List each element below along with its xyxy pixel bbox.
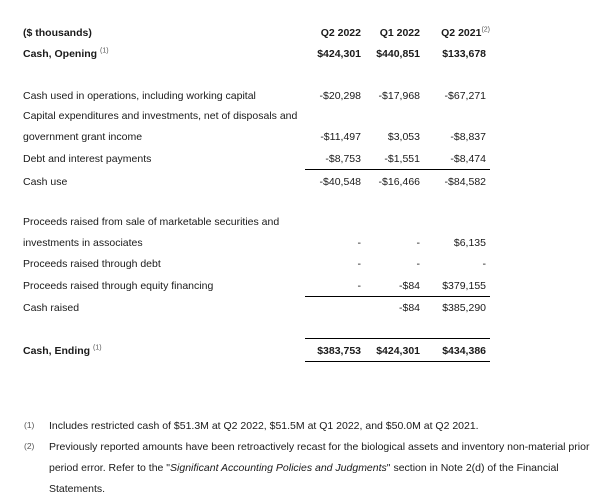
cell: -	[482, 258, 486, 270]
total-rule-bottom	[305, 361, 490, 362]
cell: -$8,474	[450, 153, 486, 165]
footnote-text: Includes restricted cash of $51.3M at Q2 2022, $51.5M at Q1 2022, and $50.0M at Q2 2021.	[49, 420, 479, 432]
cell: $3,053	[387, 131, 420, 143]
cash-raised-label: Cash raised	[23, 302, 80, 314]
row-label: government grant income	[23, 131, 143, 143]
footnote-ref: (2)	[481, 26, 490, 34]
cell: $133,678	[442, 48, 486, 60]
cell: $6,135	[453, 237, 486, 249]
cell: $424,301	[317, 48, 361, 60]
row-label: Debt and interest payments	[23, 153, 152, 165]
footnote-ref: (1)	[93, 344, 102, 352]
column-header-q1-2022: Q1 2022	[379, 27, 420, 39]
cell: $424,301	[376, 345, 420, 357]
row-label: investments in associates	[23, 237, 143, 249]
cell: -$20,298	[319, 90, 361, 102]
cell: -$8,753	[325, 153, 361, 165]
subtotal-rule	[305, 169, 490, 170]
cell: -$8,837	[450, 131, 486, 143]
cell: -$67,271	[444, 90, 486, 102]
units-label: ($ thousands)	[23, 27, 92, 39]
cell: -	[357, 280, 361, 292]
footnote-text: period error. Refer to the "Significant Accounting Policies and Judgments" section in Note 2(d) of the Financial	[49, 462, 559, 474]
cell: -$84,582	[444, 176, 486, 188]
row-label: Proceeds raised through debt	[23, 258, 161, 270]
cell: -$16,466	[378, 176, 420, 188]
subtotal-rule	[305, 296, 490, 297]
footnote-text: Previously reported amounts have been retroactively recast for the biological assets and inventory non-material prior	[49, 441, 590, 453]
cell: -$1,551	[384, 153, 420, 165]
cash-ending-label: Cash, Ending $^{(1)}$	[23, 344, 102, 357]
row-label: Proceeds raised through equity financing	[23, 280, 214, 292]
cell: $440,851	[376, 48, 420, 60]
cell: -	[357, 258, 361, 270]
cell: -	[416, 237, 420, 249]
column-header-q2-2022: Q2 2022	[320, 27, 361, 39]
footnote-mark: (1)	[24, 420, 35, 430]
cell: $434,386	[442, 345, 486, 357]
cell: $383,753	[317, 345, 361, 357]
total-rule-top	[305, 338, 490, 339]
cell: -$84	[398, 302, 420, 314]
referenced-section-title: Significant Accounting Policies and Judgments	[170, 462, 387, 474]
row-label: Proceeds raised from sale of marketable securities and	[23, 216, 280, 228]
cell: $385,290	[442, 302, 486, 314]
footnote-text: Statements.	[49, 483, 106, 495]
cash-use-label: Cash use	[23, 176, 68, 188]
row-label: Cash used in operations, including working capital	[23, 90, 256, 102]
row-label: Capital expenditures and investments, net of disposals and	[23, 110, 298, 122]
cell: -	[357, 237, 361, 249]
cell: -	[416, 258, 420, 270]
cell: -$40,548	[319, 176, 361, 188]
footnote-ref: (1)	[100, 47, 109, 55]
cash-opening-label: Cash, Opening $^{(1)}$	[23, 47, 109, 60]
cell: -$84	[398, 280, 420, 292]
cell: -$17,968	[378, 90, 420, 102]
cell: $379,155	[442, 280, 486, 292]
cell: -$11,497	[320, 131, 361, 143]
footnote-mark: (2)	[24, 441, 35, 451]
column-header-q2-2021: Q2 2021$^{(2)}$	[441, 26, 490, 39]
